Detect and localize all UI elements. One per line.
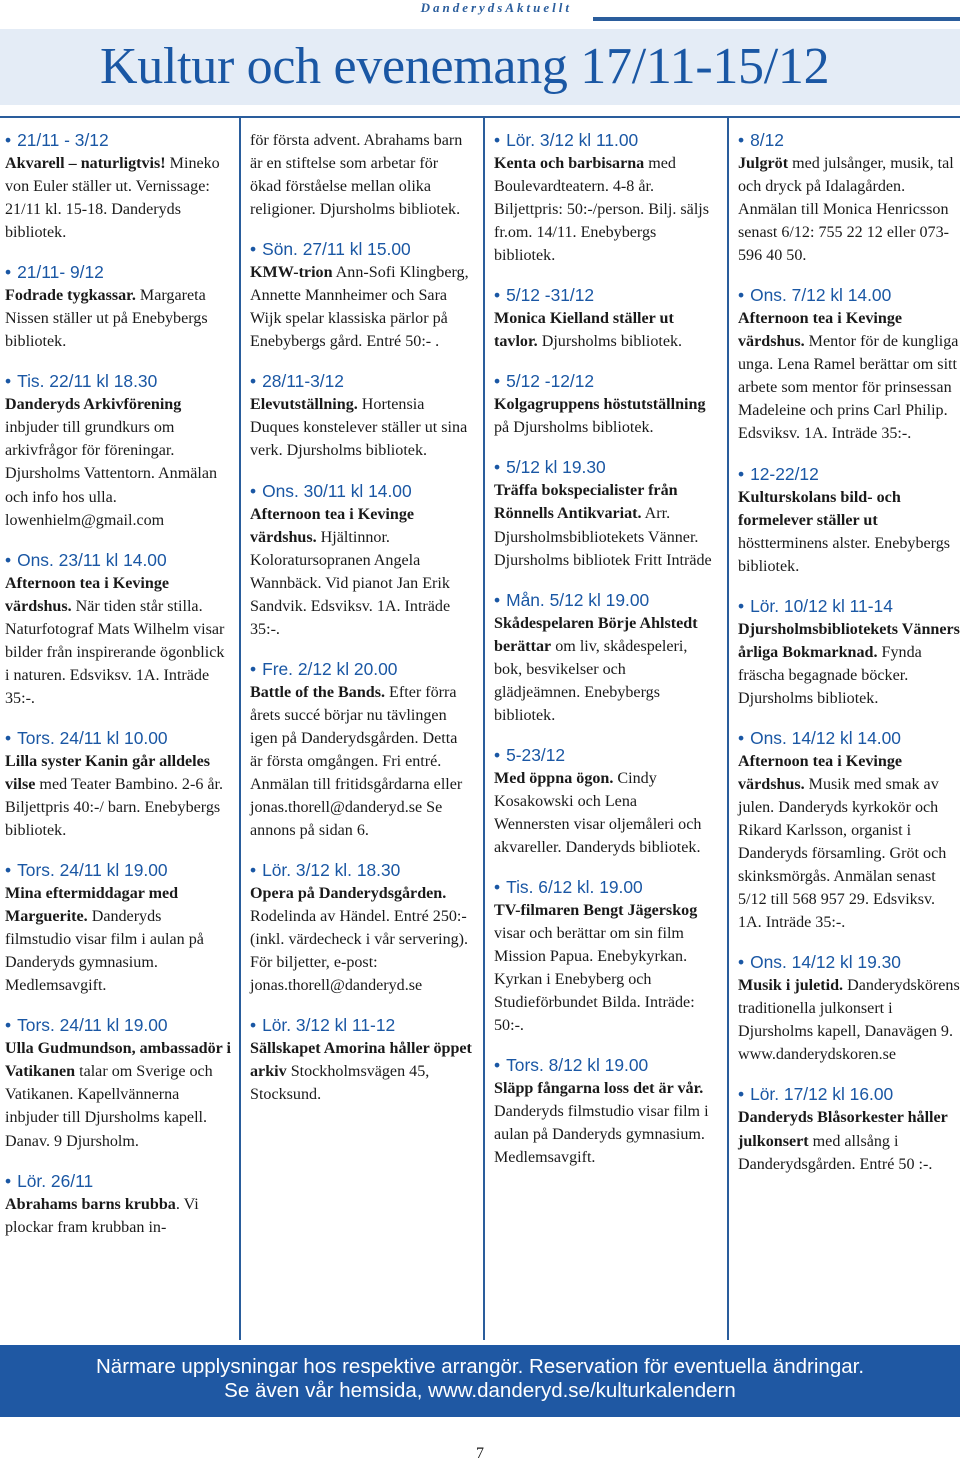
event-text: [738, 618, 960, 710]
event-description: . Vi plockar fram krubban in-: [5, 1195, 199, 1236]
event-description: Musik med smak av julen. Danderyds kyrkokör och Rikard Karlsson, organist i Danderyds församling. Gröt och skinksmörgås. Anmälan senast 5/12 till 568 957 29. Edsviksv. 1A. Inträde 35:-.: [738, 775, 947, 932]
event-text: [738, 750, 960, 934]
page-number: 7: [476, 1445, 484, 1462]
event-date: • Lör. 26/11: [5, 1170, 231, 1193]
event-item: [250, 480, 472, 641]
event-item: [5, 1014, 231, 1152]
event-date: • Lör. 10/12 kl 11-14: [738, 595, 960, 618]
event-date: • Lör. 3/12 kl 11-12: [250, 1014, 472, 1037]
column-divider-1: [239, 118, 241, 1340]
event-date: • 21/11- 9/12: [5, 261, 231, 284]
event-item: [250, 658, 472, 842]
event-item: [738, 129, 960, 267]
event-title: Akvarell – naturligtvis!: [5, 155, 166, 172]
event-date: • Lör. 3/12 kl. 18.30: [250, 859, 472, 882]
event-item: [494, 284, 716, 353]
event-date: • Tors. 24/11 kl 19.00: [5, 1014, 231, 1037]
event-date: • 5/12 -31/12: [494, 284, 716, 307]
event-description: för första advent. Abrahams barn är en stiftelse som arbetar för ökad förståelse mellan olika religioner. Djursholms bibliotek.: [250, 132, 463, 219]
event-item: [5, 549, 231, 710]
event-text: [738, 307, 960, 445]
event-item: [738, 1083, 960, 1175]
event-text: [5, 750, 231, 842]
event-description: Hjältinnor. Koloratursopranen Angela Wannbäck. Vid pianot Jan Erik Sandvik. Edsviksv. 1A. Inträde 35:-.: [250, 528, 451, 638]
event-description: Rodelinda av Händel. Entré 250:- (inkl. värdecheck i vår servering). För biljetter, e-post: jonas.thorell@danderyd.se: [250, 908, 469, 995]
event-text: [250, 503, 472, 641]
event-title: Battle of the Bands.: [250, 683, 386, 701]
event-title: Sällskapet Amorina håller öppet arkiv: [250, 1040, 472, 1081]
event-title: Julgröt: [738, 155, 789, 172]
event-text: [494, 307, 716, 353]
event-text: [250, 129, 472, 221]
event-item: [494, 456, 716, 571]
event-item: [250, 859, 472, 997]
event-item: [494, 744, 716, 859]
event-description: höstterminens alster. Enebybergs bibliotek.: [738, 534, 951, 575]
event-description: Ann-Sofi Klingberg, Annette Mannheimer och Sara Wijk spelar klassiska pärlor på Enebybergs gård. Entré 50:- .: [250, 264, 469, 351]
header-rule: [593, 17, 960, 21]
event-text: [250, 882, 472, 997]
event-description: på Djursholms bibliotek.: [494, 419, 654, 437]
event-text: [494, 152, 716, 267]
event-title: Afternoon tea i Kevinge värdshus.: [250, 505, 415, 546]
event-text: [738, 974, 960, 1066]
info-footer: [0, 1345, 960, 1417]
event-date: • Tors. 24/11 kl 19.00: [5, 859, 231, 882]
event-item: [494, 1054, 716, 1169]
event-item: [5, 129, 231, 244]
event-description: talar om Sverige och Vatikanen. Kapellvännerna inbjuder till Djursholms kapell. Danav. 9 Djursholm.: [5, 1063, 213, 1150]
event-title: Träffa bokspecialister från Rönnells Antikvariat.: [494, 482, 678, 523]
event-date: • 21/11 - 3/12: [5, 129, 231, 152]
event-description: Danderydskörens traditionella julkonsert i Djursholms kapell, Danavägen 9. www.danderydskoren.se: [738, 977, 960, 1064]
event-text: [494, 1077, 716, 1169]
event-item: [5, 859, 231, 997]
event-text: [494, 479, 716, 571]
event-date: • Ons. 23/11 kl 14.00: [5, 549, 231, 572]
event-description: Djursholms bibliotek.: [537, 333, 683, 351]
event-text: [250, 681, 472, 842]
event-text: [738, 152, 960, 267]
event-item: [250, 370, 472, 462]
event-text: [5, 393, 231, 531]
event-item: [738, 595, 960, 710]
event-description: med Teater Bambino. 2-6 år. Biljettpris 40:-/ barn. Enebybergs bibliotek.: [5, 775, 224, 840]
event-item: [250, 129, 472, 221]
event-date: • Lör. 3/12 kl 11.00: [494, 129, 716, 152]
event-column-2: [250, 129, 472, 1124]
event-text: [494, 767, 716, 859]
event-description: Mentor för de kungliga unga. Lena Ramel berättar om sitt arbete som mentor för prinsessan Madeleine och prins Carl Philip. Edsviksv. 1A. Inträde 35:-.: [738, 333, 959, 443]
event-title: Ulla Gudmundson, ambassadör i Vatikanen: [5, 1040, 231, 1081]
event-item: [5, 727, 231, 842]
event-text: [738, 1106, 960, 1175]
event-text: [250, 1037, 472, 1106]
event-title: TV-filmaren Bengt Jägerskog: [494, 902, 698, 920]
event-text: [250, 261, 472, 353]
event-title: Elevutställning.: [250, 396, 358, 414]
event-title: Afternoon tea i Kevinge värdshus.: [738, 752, 903, 793]
event-date: • Tis. 22/11 kl 18.30: [5, 370, 231, 393]
event-date: • 5-23/12: [494, 744, 716, 767]
event-description: inbjuder till grundkurs om arkivfrågor för föreningar. Djursholms Vattentorn. Anmälan och info hos ulla. lowenhielm@gmail.com: [5, 419, 218, 529]
event-title: KMW-trion: [250, 264, 333, 282]
event-title: Kulturskolans bild- och formelever ställer ut: [738, 488, 901, 529]
event-item: [494, 876, 716, 1037]
event-item: [738, 727, 960, 934]
event-description: Stockholmsvägen 45, Stocksund.: [250, 1063, 430, 1104]
event-date: • 8/12: [738, 129, 960, 152]
event-description: med allsång i Danderydsgården. Entré 50 :-.: [738, 1132, 933, 1173]
event-title: Musik i juletid.: [738, 977, 844, 995]
event-title: Med öppna ögon.: [494, 769, 614, 787]
event-item: [494, 129, 716, 267]
event-item: [250, 1014, 472, 1106]
event-date: • 5/12 kl 19.30: [494, 456, 716, 479]
event-title: Monica Kielland ställer ut tavlor.: [494, 310, 674, 351]
event-text: [5, 1193, 231, 1239]
event-text: [5, 284, 231, 353]
event-title: Opera på Danderydsgården.: [250, 885, 447, 903]
event-description: med julsånger, musik, tal och dryck på Idalagården. Anmälan till Monica Henricsson senast 6/12: 755 22 12 eller 073-596 40 50.: [738, 155, 954, 265]
event-description: Margareta Nissen ställer ut på Enebybergs bibliotek.: [5, 287, 208, 351]
event-title: Afternoon tea i Kevinge värdshus.: [738, 310, 903, 351]
event-text: [738, 486, 960, 578]
event-title: Djursholmsbibliotekets Vänners årliga Bokmarknad.: [738, 620, 960, 661]
event-item: [250, 238, 472, 353]
event-item: [5, 370, 231, 531]
event-title: Släpp fångarna loss det är vår.: [494, 1080, 704, 1098]
event-text: [494, 899, 716, 1037]
footer-line-1: Närmare upplysningar hos respektive arrangör. Reservation för eventuella ändringar.: [95, 1355, 865, 1378]
event-description: När tiden står stilla. Naturfotograf Mats Wilhelm visar bilder från inspirerande ögonblick i naturen. Edsviksv. 1A. Inträde 35:-.: [5, 597, 225, 707]
column-divider-2: [483, 118, 485, 1340]
event-description: Danderyds filmstudio visar film i aulan på Danderyds gymnasium. Medlemsavgift.: [5, 908, 204, 995]
event-title: Lilla syster Kanin går alldeles vilse: [5, 752, 211, 793]
event-description: Mineko von Euler ställer ut. Vernissage: 21/11 kl. 15-18. Danderyds bibliotek.: [5, 155, 220, 242]
event-title: Danderyds Blåsorkester håller julkonsert: [738, 1109, 948, 1150]
event-description: med Boulevardteatern. 4-8 år. Biljettpris: 50:-/person. Bilj. säljs fr.om. 14/11. Enebybergs bibliotek.: [494, 155, 710, 265]
event-column-4: [738, 129, 960, 1193]
event-date: • Ons. 7/12 kl 14.00: [738, 284, 960, 307]
footer-line-2: Se även vår hemsida, www.danderyd.se/kulturkalendern: [224, 1379, 736, 1402]
event-description: Hortensia Duques konstelever ställer ut sina verk. Djursholms bibliotek.: [250, 396, 468, 460]
event-text: [250, 393, 472, 462]
event-title: Afternoon tea i Kevinge värdshus.: [5, 574, 170, 615]
event-item: [738, 463, 960, 578]
event-date: • Lör. 17/12 kl 16.00: [738, 1083, 960, 1106]
event-description: Danderyds filmstudio visar film i aulan på Danderyds gymnasium. Medlemsavgift.: [494, 1103, 709, 1167]
event-item: [738, 951, 960, 1066]
event-date: • Fre. 2/12 kl 20.00: [250, 658, 472, 681]
event-title: Skådespelaren Börje Ahlstedt berättar: [494, 614, 698, 655]
event-date: • 28/11-3/12: [250, 370, 472, 393]
event-column-1: [5, 129, 231, 1256]
event-text: [494, 612, 716, 727]
event-date: • Tors. 24/11 kl 10.00: [5, 727, 231, 750]
event-date: • Ons. 14/12 kl 14.00: [738, 727, 960, 750]
top-divider: [0, 116, 960, 118]
event-item: [5, 1170, 231, 1239]
event-title: Fodrade tygkassar.: [5, 287, 136, 305]
event-column-3: [494, 129, 716, 1187]
event-item: [494, 589, 716, 727]
running-head-text: DanderydsAktuellt: [420, 0, 572, 15]
event-item: [738, 284, 960, 445]
event-title: Danderyds Arkivförening: [5, 396, 182, 414]
event-date: • Tis. 6/12 kl. 19.00: [494, 876, 716, 899]
event-title: Kenta och barbisarna: [494, 155, 645, 172]
title-banner: [0, 29, 960, 105]
event-date: • Ons. 14/12 kl 19.30: [738, 951, 960, 974]
column-divider-3: [727, 118, 729, 1340]
event-description: Fynda fräscha begagnade böcker. Djursholms bibliotek.: [738, 643, 922, 707]
event-date: • Mån. 5/12 kl 19.00: [494, 589, 716, 612]
event-date: • 5/12 -12/12: [494, 370, 716, 393]
event-description: Arr. Djursholmsbibliotekets Vänner. Djursholms bibliotek Fritt Inträde: [494, 505, 712, 569]
event-description: om liv, skådespeleri, bok, besvikelser och glädjeämnen. Enebybergs bibliotek.: [494, 637, 688, 724]
event-text: [5, 1037, 231, 1152]
event-date: • Sön. 27/11 kl 15.00: [250, 238, 472, 261]
page-title: Kultur och evenemang 17/11-15/12: [100, 38, 830, 95]
event-item: [5, 261, 231, 353]
event-text: [494, 393, 716, 439]
event-text: [5, 572, 231, 710]
event-title: Mina eftermiddagar med Marguerite.: [5, 885, 179, 926]
event-item: [494, 370, 716, 439]
event-description: visar och berättar om sin film Mission Papua. Enebykyrkan. Kyrkan i Enebyberg och Studieförbundet Bilda. Inträde: 50:-.: [494, 925, 695, 1035]
event-title: Kolgagruppens höstutställning: [494, 396, 706, 414]
event-text: [5, 882, 231, 997]
event-date: • Ons. 30/11 kl 14.00: [250, 480, 472, 503]
event-description: Efter förra årets succé börjar nu tävlingen igen på Danderydsgården. Detta är första omgången. Fri entré. Anmälan till fritidsgårdarna eller jonas.thorell@danderyd.se Se annons på sidan 6.: [250, 683, 463, 840]
event-date: • 12-22/12: [738, 463, 960, 486]
event-title: Abrahams barns krubba: [5, 1195, 176, 1213]
event-text: [5, 152, 231, 244]
event-date: • Tors. 8/12 kl 19.00: [494, 1054, 716, 1077]
event-description: Cindy Kosakowski och Lena Wennersten visar oljemåleri och akvareller. Danderyds bibliotek.: [494, 769, 702, 856]
